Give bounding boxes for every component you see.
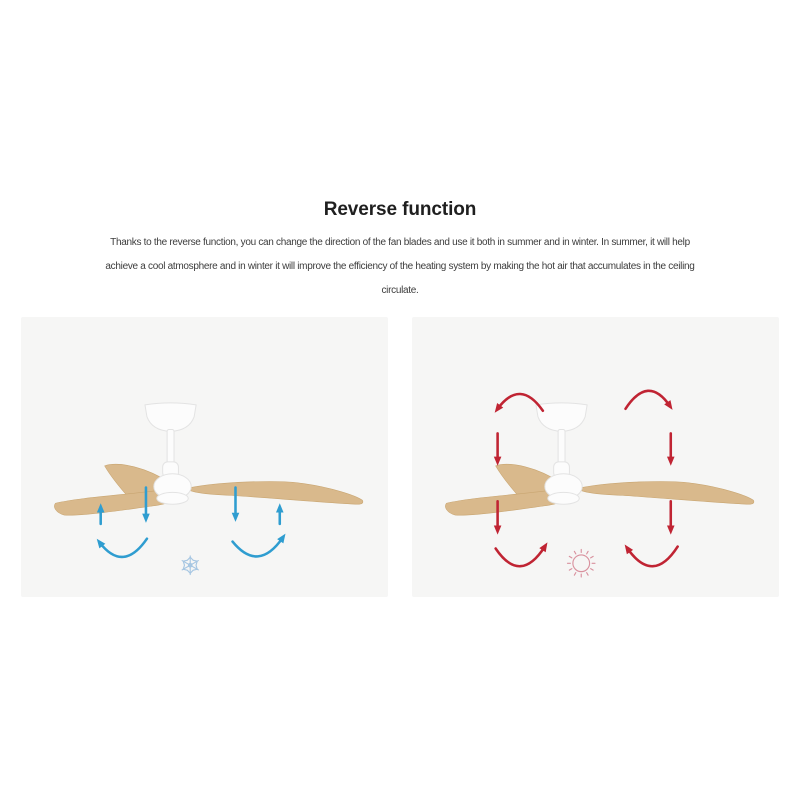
sun-rays bbox=[567, 549, 595, 577]
ceiling-fan-illustration bbox=[54, 403, 362, 515]
ceiling-fan-illustration bbox=[445, 403, 753, 515]
summer-airflow-diagram bbox=[21, 317, 388, 597]
snowflake-icon bbox=[181, 556, 200, 575]
description-line: Thanks to the reverse function, you can change the direction of the fan blades and use it both in summer and in winter. In summer, it will help bbox=[110, 237, 690, 248]
section-description bbox=[0, 231, 800, 303]
summer-airflow-card bbox=[21, 317, 388, 597]
sun-icon bbox=[567, 549, 595, 577]
air-circulation-arrow bbox=[627, 547, 677, 567]
description-line: circulate. bbox=[381, 285, 419, 296]
description-line: achieve a cool atmosphere and in winter it will improve the efficiency of the heating system by making the hot air that accumulates in the ceiling bbox=[105, 261, 695, 272]
air-circulation-arrow bbox=[100, 539, 147, 557]
section-title: Reverse function bbox=[323, 199, 477, 220]
winter-airflow-card bbox=[412, 317, 779, 597]
air-circulation-arrow bbox=[233, 538, 283, 557]
winter-airflow-diagram bbox=[412, 317, 779, 597]
air-circulation-arrow bbox=[626, 391, 670, 409]
airflow-cards bbox=[0, 317, 800, 597]
air-circulation-arrow bbox=[496, 547, 545, 567]
